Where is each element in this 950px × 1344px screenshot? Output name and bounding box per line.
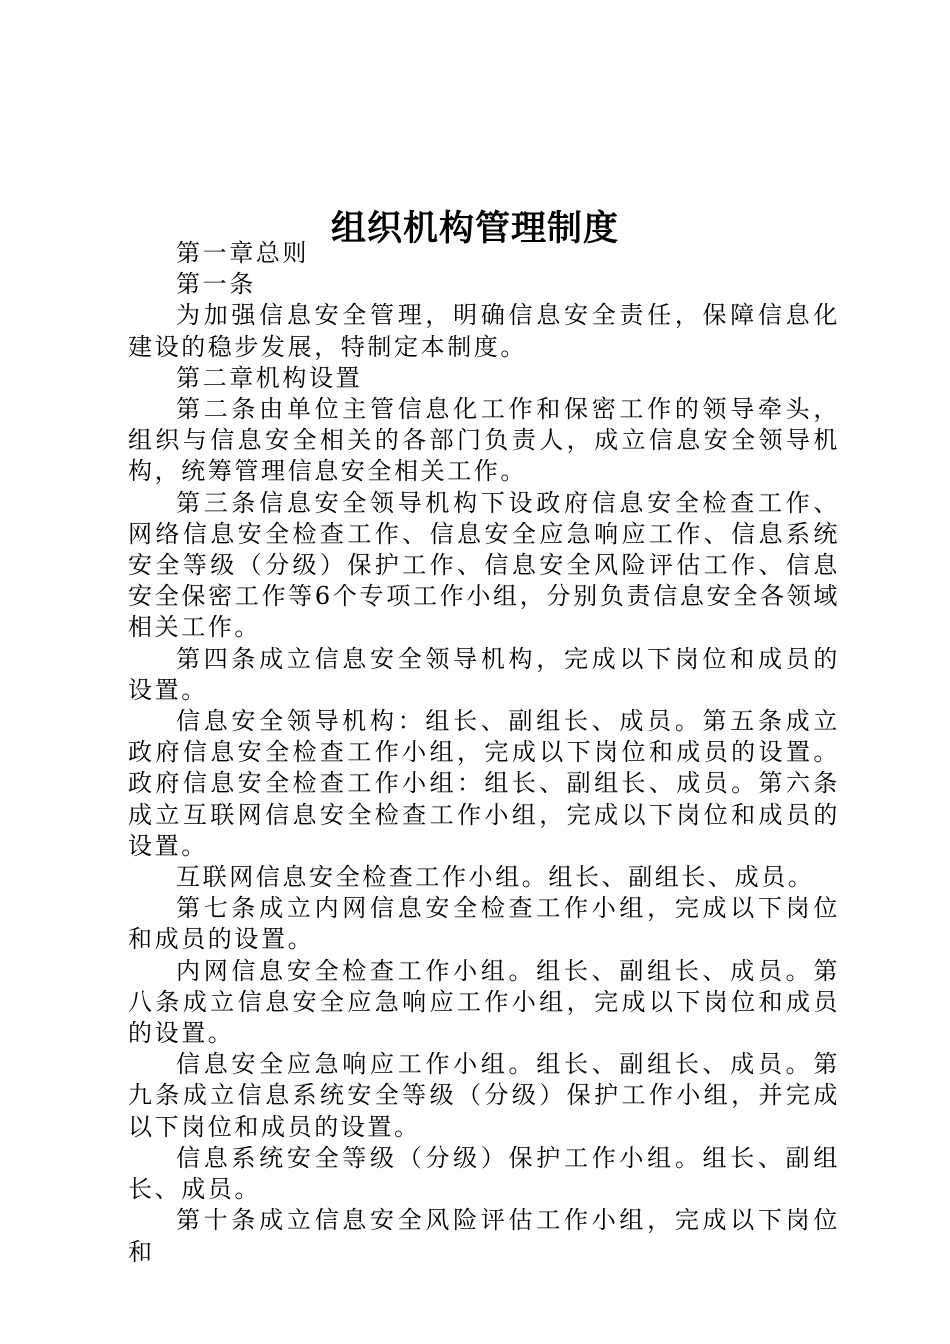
body-paragraph: 内网信息安全检查工作小组。组长、副组长、成员。第八条成立信息安全应急响应工作小组，完成以下岗位和成员的设置。 [128,956,840,1048]
body-paragraph: 为加强信息安全管理，明确信息安全责任，保障信息化建设的稳步发展，特制定本制度。 [128,301,840,361]
body-paragraph: 信息系统安全等级（分级）保护工作小组。组长、副组长、成员。 [128,1143,840,1204]
body-paragraph: 第二条由单位主管信息化工作和保密工作的领导牵头，组织与信息安全相关的各部门负责人，成立信息安全领导机构，统筹管理信息安全相关工作。 [128,395,840,486]
document-title: 组织机构管理制度 [330,208,619,250]
body-paragraph: 信息安全领导机构：组长、副组长、成员。第五条成立政府信息安全检查工作小组，完成以下岗位和成员的设置。政府信息安全检查工作小组：组长、副组长、成员。第六条成立互联网信息安全检查工作小组，完成以下岗位和成员的设置。 [128,707,840,860]
body-paragraph: 互联网信息安全检查工作小组。组长、副组长、成员。 [176,863,815,892]
body-paragraph: 第三条信息安全领导机构下设政府信息安全检查工作、网络信息安全检查工作、信息安全应急响应工作、信息系统安全等级（分级）保护工作、信息安全风险评估工作、信息安全保密工作等6个专项工作小组，分别负责信息安全各领域相关工作。 [128,488,840,642]
chapter-heading: 第一章总则 [176,239,309,267]
article-heading: 第一条 [176,270,256,299]
body-paragraph: 第四条成立信息安全领导机构，完成以下岗位和成员的设置。 [128,644,840,704]
body-paragraph: 信息安全应急响应工作小组。组长、副组长、成员。第九条成立信息系统安全等级（分级）保护工作小组，并完成以下岗位和成员的设置。 [128,1050,840,1141]
chapter-heading: 第二章机构设置 [176,363,363,392]
body-paragraph: 第十条成立信息安全风险评估工作小组，完成以下岗位和 [128,1206,840,1266]
document-body [128,238,840,1268]
body-paragraph: 第七条成立内网信息安全检查工作小组，完成以下岗位和成员的设置。 [128,894,840,954]
